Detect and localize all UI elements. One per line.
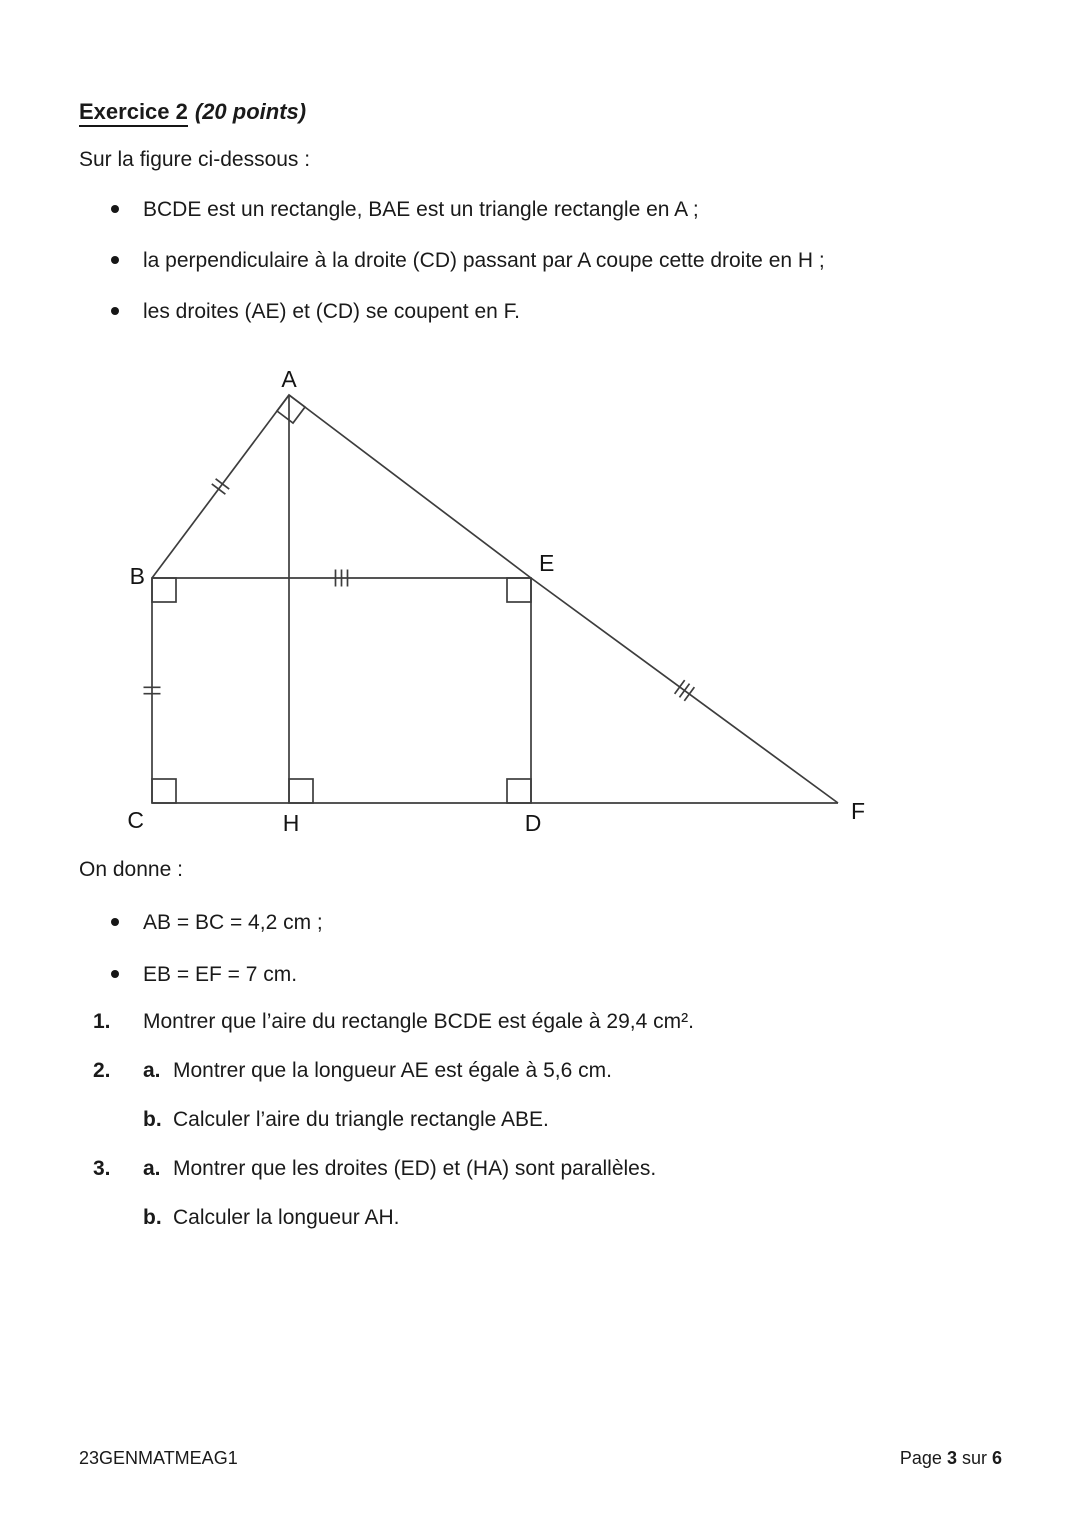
question-text: Calculer l’aire du triangle rectangle ABE. — [173, 1108, 549, 1131]
given-item — [111, 962, 297, 988]
right-angle-mark-C — [152, 779, 176, 803]
bullet-text: BCDE est un rectangle, BAE est un triangle rectangle en A ; — [143, 198, 699, 221]
right-angle-mark-B — [152, 578, 176, 602]
question-item — [93, 1010, 694, 1034]
question-item — [93, 1157, 656, 1181]
right-angle-mark-H — [289, 779, 313, 803]
footer-page-indicator — [900, 1448, 1002, 1469]
bullet-item — [111, 248, 825, 274]
triple-tick-EF — [675, 680, 695, 701]
point-label-F: F — [851, 798, 866, 824]
question-text: Calculer la longueur AH. — [173, 1206, 400, 1229]
right-angle-mark-D — [507, 779, 531, 803]
bullet-dot-icon — [111, 256, 119, 264]
footer-document-code: 23GENMATMEAG1 — [79, 1448, 238, 1468]
bullet-text: les droites (AE) et (CD) se coupent en F. — [143, 300, 520, 323]
geometry-figure-svg — [60, 365, 880, 845]
on-donne-text: On donne : — [79, 858, 183, 881]
question-number: 3. — [93, 1157, 111, 1180]
given-text: AB = BC = 4,2 cm ; — [143, 911, 323, 934]
footer-page-word: Page — [899, 1448, 942, 1468]
geometry-figure — [60, 365, 880, 845]
point-label-E: E — [539, 550, 555, 576]
footer-page-number: 3 — [946, 1448, 957, 1468]
question-subletter: a. — [143, 1059, 161, 1082]
question-subletter: a. — [143, 1157, 161, 1180]
point-label-D: D — [524, 810, 542, 836]
point-label-C: C — [127, 807, 144, 833]
exercise-title: Exercice 2 — [79, 99, 188, 127]
segment-AEF — [289, 395, 838, 803]
right-angle-mark-E — [507, 578, 531, 602]
question-subletter: b. — [143, 1108, 162, 1131]
question-text: Montrer que les droites (ED) et (HA) sont parallèles. — [173, 1157, 657, 1180]
question-text: Montrer que la longueur AE est égale à 5,6 cm. — [173, 1059, 612, 1082]
bullet-dot-icon — [111, 970, 119, 978]
footer-total-pages: 6 — [991, 1448, 1002, 1468]
bullet-item — [111, 197, 699, 223]
question-number: 2. — [93, 1059, 111, 1082]
question-text: Montrer que l’aire du rectangle BCDE est égale à 29,4 cm². — [143, 1010, 694, 1033]
right-angle-mark-A — [277, 395, 305, 423]
point-label-A: A — [281, 366, 297, 392]
question-item — [93, 1059, 612, 1083]
given-item — [111, 910, 323, 936]
exercise-points: (20 points) — [194, 99, 307, 124]
point-label-B: B — [129, 563, 145, 589]
question-number: 1. — [93, 1010, 111, 1033]
question-subletter: b. — [143, 1206, 162, 1229]
intro-text: Sur la figure ci-dessous : — [79, 148, 311, 171]
footer-sur-word: sur — [961, 1448, 987, 1468]
bullet-item — [111, 299, 520, 325]
question-item — [93, 1108, 549, 1132]
bullet-dot-icon — [111, 205, 119, 213]
given-text: EB = EF = 7 cm. — [143, 963, 298, 986]
bullet-text: la perpendiculaire à la droite (CD) passant par A coupe cette droite en H ; — [143, 249, 825, 272]
exercise-heading — [79, 99, 306, 125]
bullet-dot-icon — [111, 307, 119, 315]
question-item — [93, 1206, 399, 1230]
bullet-dot-icon — [111, 918, 119, 926]
point-label-H: H — [282, 810, 300, 836]
segment-AB — [152, 395, 289, 578]
